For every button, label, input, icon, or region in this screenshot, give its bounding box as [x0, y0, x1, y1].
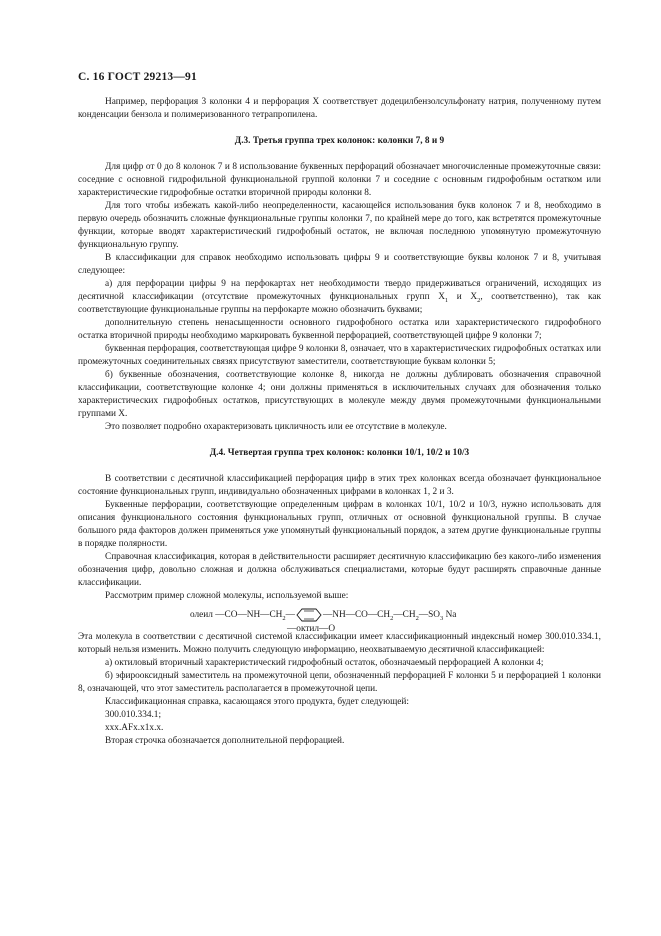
- d3-paragraph-7: б) буквенные обозначения, соответствующие колонке 8, никогда не должны дублировать обозначения справочной классификации, соответствующие колонке 4; они должны применяться в исключительных случаях для обозначения только характеристических гидрофобных остатков, присутствующих в молекуле между двумя промежуточными функциональными группами X.: [78, 370, 601, 419]
- intro-paragraph: Например, перфорация 3 колонки 4 и перфорация X соответствует додецилбензолсульфонату натрия, полученному путем конденсации бензола и полимеризованного тетрапропилена.: [78, 97, 601, 120]
- d3-paragraph-6: буквенная перфорация, соответствующая цифре 9 колонки 8, означает, что в характеристических гидрофобных остатках или промежуточных соединительных связях присутствуют заместители, соответствующие буквам колонки 5;: [78, 344, 601, 367]
- formula-main-line: олеил $—CO—NH—CH_2—$ $—NH—CO—CH_2—CH_2—SO_3$ Na: [190, 608, 456, 622]
- chemical-formula: [78, 603, 601, 634]
- d4-paragraph-5: Эта молекула в соответствии с десятичной системой классификации имеет классификационный индексный номер 300.010.334.1, который нельзя изменить. Можно получить следующую информацию, неохватываемую десятичной классификацией:: [78, 632, 601, 655]
- classification-code-2: xxx.AFx.x1x.x.: [105, 723, 164, 733]
- d3-paragraph-2: Для того чтобы избежать какой-либо неопределенности, касающейся использования букв колонок 7 и 8, необходимо в первую очередь обозначить сложные функциональные группы колонки 7, по крайней мере до того, как встретятся промежуточные функции, которые вводят характеристический гидрофобный остаток, не включая последнюю упомянутую промежуточную функциональную группу.: [78, 201, 601, 250]
- d3-paragraph-8: Это позволяет подробно охарактеризовать цикличность или ее отсутствие в молекуле.: [105, 422, 447, 432]
- section-d3-heading: Д.3. Третья группа трех колонок: колонки 7, 8 и 9: [234, 136, 445, 146]
- d4-paragraph-7: б) эфирооксидный заместитель на промежуточной цепи, обозначенный перфорацией F колонки 5 и перфорацией 1 колонки 8, означающей, что этот заместитель располагается в промежуточной цепи.: [78, 671, 601, 694]
- d3-paragraph-1: Для цифр от 0 до 8 колонок 7 и 8 использование буквенных перфораций обозначает многочисленные промежуточные связи: соседние с основной гидрофильной функциональной группой колонки 7 и соседние с основным гидрофобным остатком или характеристические гидрофобные остатки вторичной природы колонки 8.: [78, 162, 601, 198]
- d4-paragraph-4: Рассмотрим пример сложной молекулы, используемой выше:: [105, 591, 349, 601]
- benzene-ring-icon: [296, 608, 322, 622]
- d3-paragraph-3: В классификации для справок необходимо использовать цифры 9 и соответствующие буквы колонок 7 и 8, учитывая следующее:: [78, 253, 601, 276]
- page-header: С. 16 ГОСТ 29213—91: [78, 71, 197, 83]
- d4-paragraph-1: В соответствии с десятичной классификацией перфорация цифр в этих трех колонках всегда обозначает функциональное состояние функциональных групп, индивидуально обозначенных цифрами в колонках 1, 2 и 3.: [78, 474, 601, 497]
- d4-paragraph-3: Справочная классификация, которая в действительности расширяет десятичную классификацию без какого-либо изменения обозначения цифр, довольно сложная и должна обслуживаться специалистами, которые будут расширять справочные данные классификации.: [78, 552, 601, 588]
- classification-code-1: 300.010.334.1;: [105, 710, 162, 720]
- d4-paragraph-2: Буквенные перфорации, соответствующие определенным цифрам в колонках 10/1, 10/2 и 10/3, нужно использовать для описания функционального состояния функциональных групп, отличных от основной функциональной группы. В случае большого ряда факторов должен применяться уже упомянутый функциональный порядок, а затем другие функциональные группы в порядке полярности.: [78, 500, 601, 549]
- d4-paragraph-8: Классификационная справка, касающаяся этого продукта, будет следующей:: [105, 697, 409, 707]
- d3-paragraph-4: а) для перфорации цифры 9 на перфокартах нет необходимости твердо придерживаться ограничений, исходящих из десятичной классификации (отсутствие промежуточных функциональных групп $X_1$ и $X_2$, соответственно), так как соответствующие функциональные группы на перфокарте можно обозначить буквами;: [78, 279, 601, 315]
- page-content: [78, 96, 601, 748]
- section-d4-heading: Д.4. Четвертая группа трех колонок: колонки 10/1, 10/2 и 10/3: [209, 448, 470, 458]
- d3-paragraph-5: дополнительную степень ненасыщенности основного гидрофобного остатка или характеристического гидрофобного остатка вторичной природы необходимо маркировать буквенной перфорацией, соответствующей цифре 9 колонки 7;: [78, 318, 601, 341]
- d4-paragraph-6: а) октиловый вторичный характеристический гидрофобный остаток, обозначаемый перфорацией A колонки 4;: [105, 658, 544, 668]
- d4-paragraph-9: Вторая строчка обозначается дополнительной перфорацией.: [105, 736, 345, 746]
- formula-substituent-line: —октил—O: [287, 624, 336, 634]
